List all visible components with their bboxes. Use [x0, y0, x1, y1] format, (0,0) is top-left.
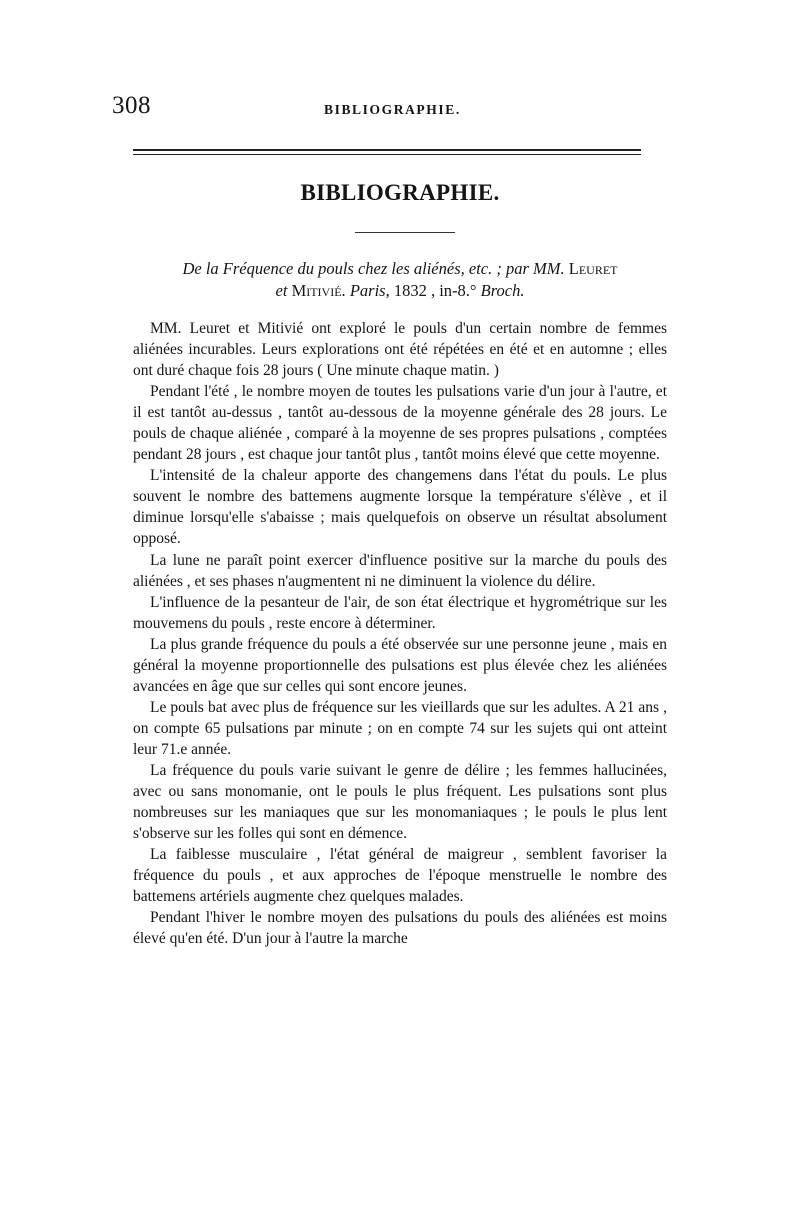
- title-divider: [355, 232, 455, 233]
- citation-authors-prefix: MM.: [533, 259, 565, 278]
- header-rule-thick: [133, 149, 641, 151]
- paragraph: L'influence de la pesanteur de l'air, de son état électrique et hygrométrique sur les mouvemens du pouls , reste encore à déterminer.: [133, 593, 667, 632]
- paragraph: Le pouls bat avec plus de fréquence sur les vieillards que sur les adultes. A 21 ans , on compte 65 pulsations par minute ; on en compte 74 sur les sujets qui ont atteint leur 71.e année.: [133, 698, 667, 758]
- citation-year-format: , 1832 , in-8.°: [385, 281, 477, 300]
- paragraph: La fréquence du pouls varie suivant le genre de délire ; les femmes hallucinées, avec ou sans monomanie, ont le pouls le plus fréquent. Les pulsations sont plus nombreuses sur les maniaques que sur les monomaniaques ; le pouls le plus lent s'observe sur les folles qui sont en démence.: [133, 761, 667, 843]
- paragraph: Pendant l'hiver le nombre moyen des pulsations du pouls des aliénées est moins élevé qu'en été. D'un jour à l'autre la marche: [133, 909, 667, 948]
- citation-author-2: Mitivié.: [291, 281, 346, 300]
- paragraph: Pendant l'été , le nombre moyen de toutes les pulsations varie d'un jour à l'autre, et il est tantôt au-dessus , tantôt au-dessous de la moyenne générale des 28 jours. Le pouls de chaque aliénée , comparé à la moyenne de ses propres pulsations , comptées pendant 28 jours , est chaque jour tantôt plus , tantôt moins élevé que cette moyenne.: [133, 383, 667, 464]
- header-rule-thin: [133, 154, 641, 155]
- running-title: BIBLIOGRAPHIE.: [324, 102, 461, 117]
- citation-line-2: [120, 280, 680, 302]
- paragraph: La lune ne paraît point exercer d'influence positive sur la marche du pouls des aliénées , et ses phases n'augmentent ni ne diminuent la violence du délire.: [133, 551, 667, 590]
- citation-line-1: [120, 258, 680, 280]
- body-text: [133, 318, 667, 949]
- citation-place: Paris: [349, 281, 386, 300]
- section-title: BIBLIOGRAPHIE.: [300, 180, 500, 205]
- bibliographic-citation: [120, 258, 680, 302]
- citation-author-1: Leuret: [568, 259, 618, 278]
- paragraph: MM. Leuret et Mitivié ont exploré le pouls d'un certain nombre de femmes aliénées incurables. Leurs explorations ont été répétées en été et en automne ; elles ont duré chaque fois 28 jours ( Une minute chaque matin. ): [133, 320, 667, 380]
- page-number: 308: [112, 92, 151, 119]
- citation-conjunction: et: [275, 281, 288, 300]
- citation-binding: Broch.: [480, 281, 525, 300]
- paragraph: La plus grande fréquence du pouls a été observée sur une personne jeune , mais en général la moyenne proportionnelle des pulsations est plus élevée chez les aliénées avancées en âge que sur celles qui sont encore jeunes.: [133, 635, 667, 695]
- paragraph: La faiblesse musculaire , l'état général de maigreur , semblent favoriser la fréquence du pouls , et aux approches de l'époque menstruelle le nombre des battemens artériels augmente chez quelques malades.: [133, 846, 667, 906]
- paragraph: L'intensité de la chaleur apporte des changemens dans l'état du pouls. Le plus souvent le nombre des battemens augmente lorsque la température s'élève , et il diminue lorsqu'elle s'abaisse ; mais quelquefois on observe un résultat absolument opposé.: [133, 467, 667, 548]
- running-head: [112, 92, 652, 122]
- citation-title: De la Fréquence du pouls chez les aliénés, etc. ; par: [182, 259, 529, 278]
